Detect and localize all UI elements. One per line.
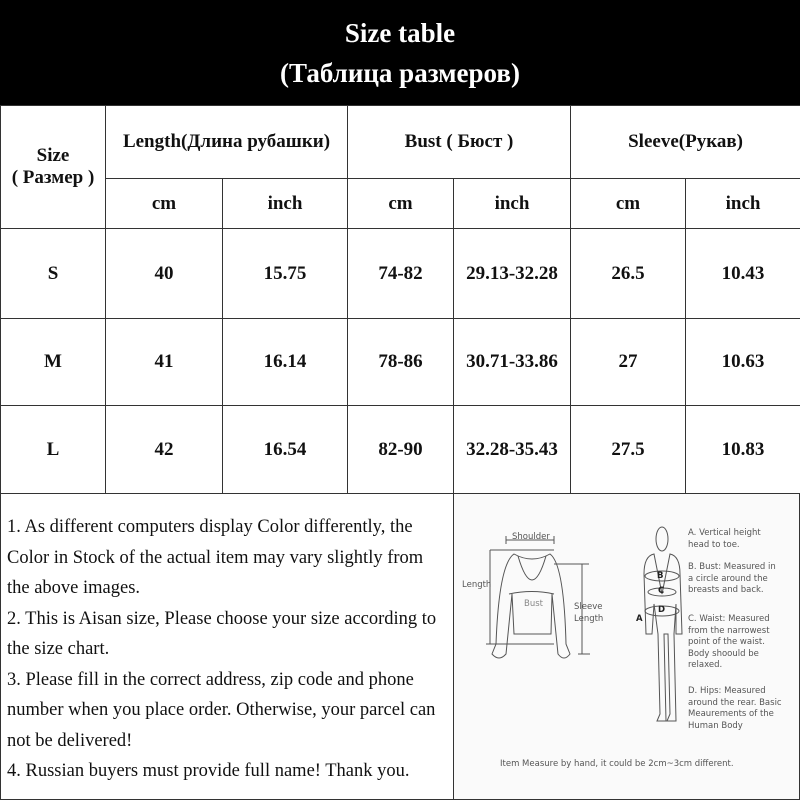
shoulder-label: Shoulder: [512, 532, 550, 544]
bust-header: Bust ( Бюст ): [348, 106, 571, 179]
title: Size table: [0, 13, 800, 53]
measurement-diagram: [453, 493, 800, 800]
sleeve-header: Sleeve(Рукав): [571, 106, 800, 179]
length-header: Length(Длина рубашки): [106, 106, 348, 179]
value-cell: 15.75: [223, 229, 348, 319]
unit-cell: cm: [348, 179, 454, 229]
note: 3. Please fill in the correct address, zip code and phone number when you place order. Otherwise, your parcel can not be delivered!: [7, 665, 449, 757]
size-cell: M: [1, 319, 106, 406]
table-row: [1, 319, 800, 406]
value-cell: 26.5: [571, 229, 686, 319]
notes: [0, 493, 454, 800]
letter-b: B: [657, 571, 663, 583]
value-cell: 10.43: [686, 229, 800, 319]
diagram-footer: Item Measure by hand, it could be 2cm~3cm different.: [500, 759, 734, 771]
note-d: D. Hips: Measured around the rear. Basic Meaurements of the Human Body: [688, 686, 783, 732]
value-cell: 40: [106, 229, 223, 319]
table-row: [1, 229, 800, 319]
letter-c: C: [658, 586, 664, 598]
size-header-cell: Size ( Размер ): [1, 106, 106, 229]
value-cell: 32.28-35.43: [454, 406, 571, 494]
size-cell: S: [1, 229, 106, 319]
note: 4. Russian buyers must provide full name! Thank you.: [7, 756, 449, 787]
letter-a: A: [636, 614, 643, 626]
value-cell: 10.63: [686, 319, 800, 406]
value-cell: 29.13-32.28: [454, 229, 571, 319]
value-cell: 74-82: [348, 229, 454, 319]
value-cell: 42: [106, 406, 223, 494]
value-cell: 27: [571, 319, 686, 406]
value-cell: 27.5: [571, 406, 686, 494]
value-cell: 82-90: [348, 406, 454, 494]
note: 1. As different computers display Color differently, the Color in Stock of the actual item may vary slightly from the above images.: [7, 512, 449, 604]
value-cell: 16.54: [223, 406, 348, 494]
note-a: A. Vertical height head to toe.: [688, 528, 783, 551]
value-cell: 30.71-33.86: [454, 319, 571, 406]
unit-cell: inch: [686, 179, 800, 229]
unit-cell: inch: [223, 179, 348, 229]
note-c: C. Waist: Measured from the narrowest point of the waist. Body shoould be relaxed.: [688, 614, 783, 672]
bust-label: Bust: [524, 599, 543, 611]
value-cell: 41: [106, 319, 223, 406]
unit-row: [1, 179, 800, 229]
value-cell: 16.14: [223, 319, 348, 406]
subtitle: (Таблица размеров): [0, 53, 800, 93]
table-row: [1, 406, 800, 494]
title-banner: [0, 0, 800, 105]
note-b: B. Bust: Measured in a circle around the breasts and back.: [688, 562, 783, 597]
value-cell: 10.83: [686, 406, 800, 494]
value-cell: 78-86: [348, 319, 454, 406]
unit-cell: cm: [106, 179, 223, 229]
length-label: Length: [462, 580, 491, 592]
note: 2. This is Aisan size, Please choose your size according to the size chart.: [7, 604, 449, 665]
letter-d: D: [658, 605, 665, 617]
unit-cell: inch: [454, 179, 571, 229]
sleeve-label: Sleeve Length: [574, 602, 604, 625]
size-cell: L: [1, 406, 106, 494]
unit-cell: cm: [571, 179, 686, 229]
size-table: [0, 105, 800, 494]
